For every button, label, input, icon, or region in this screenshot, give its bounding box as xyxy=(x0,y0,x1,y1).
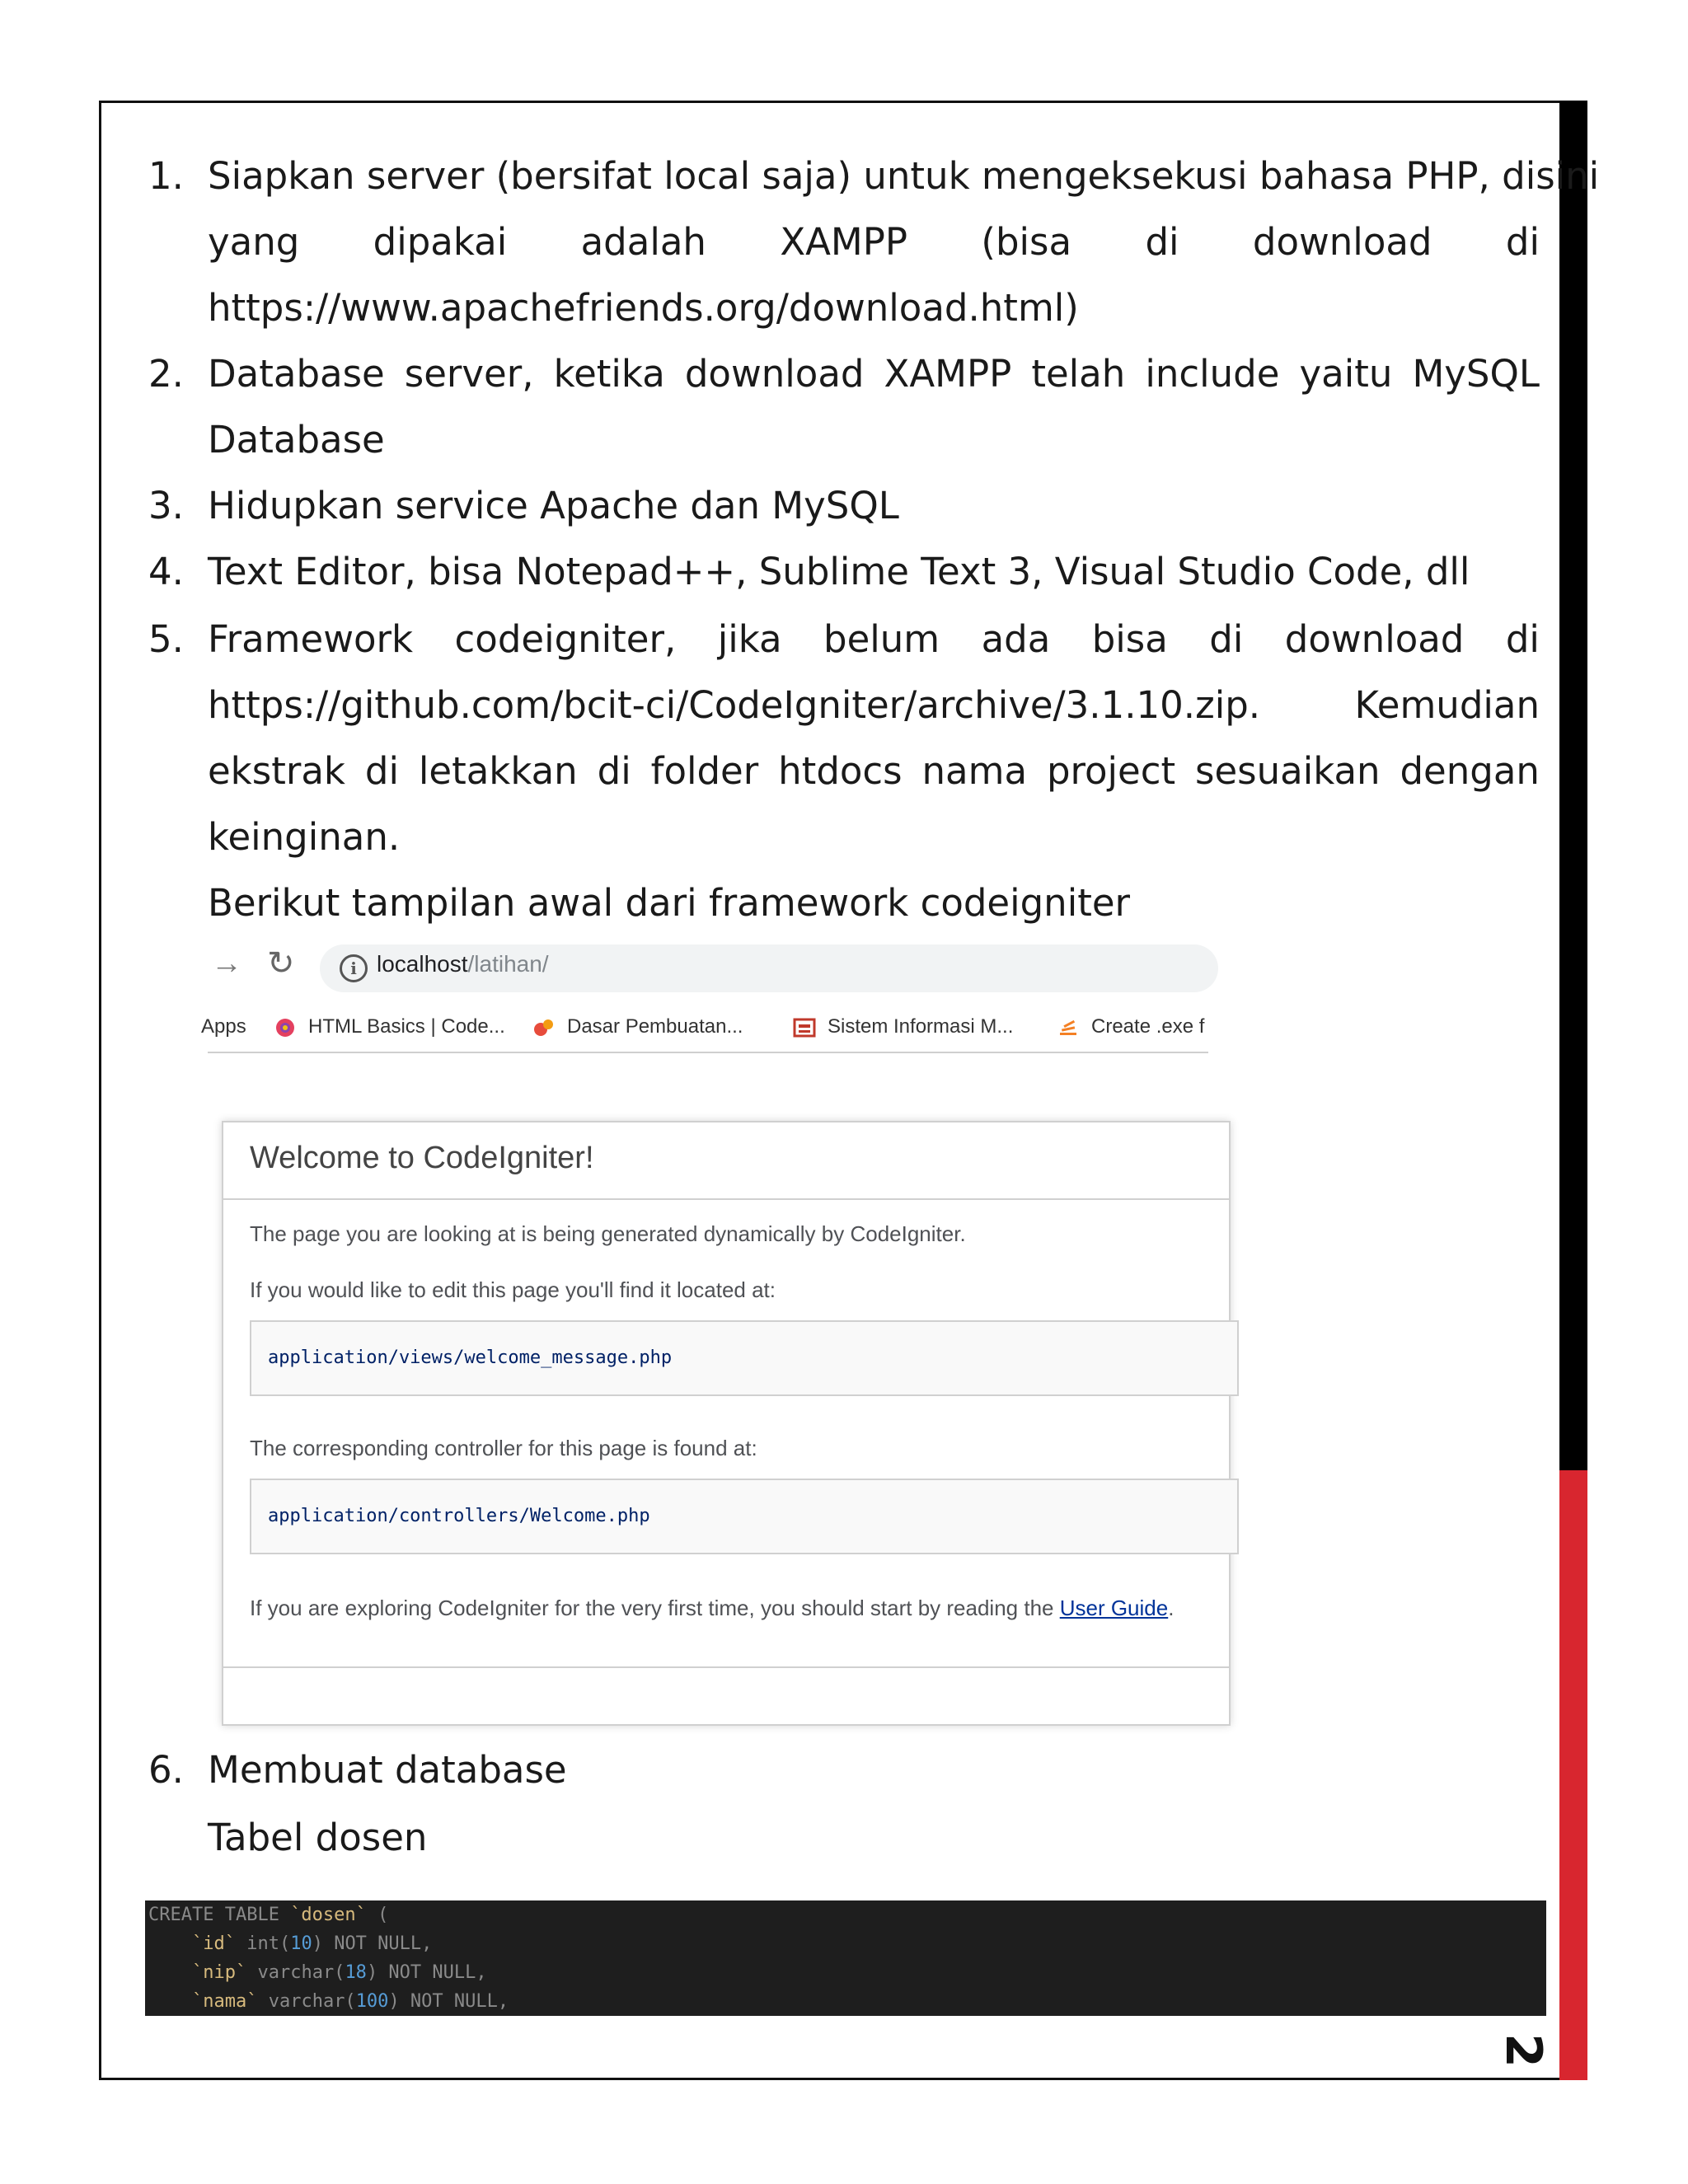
text-word: Database xyxy=(208,352,385,396)
bookmark-html-basics[interactable] xyxy=(274,1015,505,1039)
controller-location-text: The corresponding controller for this page is found at: xyxy=(250,1436,757,1460)
sql-code-block xyxy=(145,1900,1546,2016)
text-line xyxy=(208,341,1540,407)
url-text xyxy=(377,951,549,977)
text-word: server, xyxy=(404,352,534,396)
text-word: ada xyxy=(981,617,1051,661)
welcome-panel xyxy=(222,1121,1231,1726)
code-line xyxy=(148,1958,487,1987)
text-word: di xyxy=(1505,220,1540,264)
text-word: dengan xyxy=(1400,749,1540,793)
item-number: 4. xyxy=(148,550,184,593)
text-word: sesuaikan xyxy=(1195,749,1381,793)
column-constraint: ) NOT NULL, xyxy=(388,1991,509,2012)
colorful-gear-icon xyxy=(274,1016,297,1039)
text-word: nama xyxy=(921,749,1028,793)
text-word: (bisa xyxy=(981,220,1072,264)
text-word: MySQL xyxy=(1412,352,1540,396)
forward-arrow-icon[interactable]: → xyxy=(211,946,242,981)
text-word: di xyxy=(597,749,631,793)
text-line: Text Editor, bisa Notepad++, Sublime Text 3, Visual Studio Code, dll xyxy=(208,550,1470,593)
text-word: jika xyxy=(717,617,782,661)
text-word: project xyxy=(1046,749,1176,793)
column-size: 18 xyxy=(345,1962,367,1983)
browser-address-bar xyxy=(208,940,1208,997)
side-bar-red xyxy=(1559,1470,1587,2080)
text-word: ketika xyxy=(553,352,665,396)
text-word: Siapkan server (bersifat local saja) untuk mengeksekusi bahasa PHP, disini xyxy=(208,154,1600,198)
column-size: 10 xyxy=(290,1933,312,1954)
text-word: folder xyxy=(650,749,759,793)
text-word: XAMPP xyxy=(884,352,1012,396)
text-word: htdocs xyxy=(778,749,903,793)
bookmark-label: HTML Basics | Code... xyxy=(308,1015,505,1038)
text-line xyxy=(208,209,1540,275)
page-number: 2 xyxy=(1494,2033,1552,2068)
user-guide-text xyxy=(250,1596,1174,1621)
view-location-text: If you would like to edit this page you'll find it located at: xyxy=(250,1277,776,1302)
text-word: Kemudian xyxy=(1354,683,1540,727)
text-word: adalah xyxy=(580,220,706,264)
text-line xyxy=(208,607,1540,673)
text-word: include xyxy=(1145,352,1280,396)
column-constraint: ) NOT NULL, xyxy=(312,1933,433,1954)
view-path-code: application/views/welcome_message.php xyxy=(250,1320,1239,1396)
text-word: download xyxy=(1284,617,1465,661)
bookmark-label: Create .exe f xyxy=(1091,1015,1205,1038)
text-word: telah xyxy=(1031,352,1126,396)
column-type: varchar( xyxy=(268,1991,356,2012)
text-word: di xyxy=(1145,220,1179,264)
text-line: Berikut tampilan awal dari framework codeigniter xyxy=(208,881,1131,925)
column-type: int( xyxy=(246,1933,291,1954)
intro-text: The page you are looking at is being generated dynamically by CodeIgniter. xyxy=(250,1221,966,1246)
text-line: Hidupkan service Apache dan MySQL xyxy=(208,484,899,527)
bookmarks-bar xyxy=(201,1005,1208,1053)
text-line: Tabel dosen xyxy=(208,1816,428,1859)
text-word: di xyxy=(364,749,399,793)
guide-prefix: If you are exploring CodeIgniter for the very first time, you should start by reading the xyxy=(250,1596,1060,1620)
text-word: Framework xyxy=(208,617,414,661)
column-name: `nama` xyxy=(191,1991,258,2012)
bookmark-create-exe[interactable] xyxy=(1057,1015,1204,1039)
text-line xyxy=(208,143,1600,209)
download-link[interactable]: https://www.apachefriends.org/download.html) xyxy=(208,286,1079,330)
text-word: download xyxy=(684,352,865,396)
text-word: di xyxy=(1209,617,1244,661)
bookmark-label: Dasar Pembuatan... xyxy=(567,1015,743,1038)
text-line: Membuat database xyxy=(208,1748,567,1792)
column-constraint: ) NOT NULL, xyxy=(366,1962,487,1983)
text-word: XAMPP xyxy=(780,220,908,264)
welcome-title: Welcome to CodeIgniter! xyxy=(250,1141,594,1175)
text-line: keinginan. xyxy=(208,815,401,859)
table-name: `dosen` xyxy=(290,1905,367,1925)
text-word: download xyxy=(1252,220,1432,264)
text-word: yaitu xyxy=(1299,352,1393,396)
site-logo-icon xyxy=(793,1016,816,1039)
text-word: letakkan xyxy=(418,749,578,793)
code-line xyxy=(148,1929,432,1958)
bookmark-apps[interactable]: Apps xyxy=(201,1015,246,1038)
sql-punct: ( xyxy=(366,1905,389,1925)
bookmark-label: Sistem Informasi M... xyxy=(828,1015,1014,1038)
github-link[interactable]: https://github.com/bcit-ci/CodeIgniter/archive/3.1.10.zip. xyxy=(208,683,1261,727)
item-number: 1. xyxy=(148,154,184,198)
column-name: `id` xyxy=(191,1933,236,1954)
user-guide-link[interactable]: User Guide xyxy=(1059,1596,1169,1620)
stack-overflow-icon xyxy=(1057,1016,1080,1039)
url-host: localhost xyxy=(377,951,468,977)
text-word: belum xyxy=(823,617,940,661)
text-word: di xyxy=(1505,617,1540,661)
text-line: Database xyxy=(208,418,385,462)
item-number: 3. xyxy=(148,484,184,527)
text-word: codeigniter, xyxy=(454,617,677,661)
text-line xyxy=(208,738,1540,804)
bookmark-sistem-informasi[interactable] xyxy=(793,1015,1013,1039)
column-type: varchar( xyxy=(257,1962,345,1983)
text-word: ekstrak xyxy=(208,749,345,793)
column-name: `nip` xyxy=(191,1962,247,1983)
codeigniter-screenshot xyxy=(201,940,1208,1722)
text-word: yang xyxy=(208,220,300,264)
item-number: 2. xyxy=(148,352,184,396)
paint-icon xyxy=(532,1016,556,1039)
info-icon[interactable]: i xyxy=(340,954,368,982)
guide-suffix: . xyxy=(1168,1596,1175,1620)
column-size: 100 xyxy=(355,1991,389,2012)
text-line xyxy=(208,673,1540,738)
code-line xyxy=(148,1987,509,2016)
sql-keyword: CREATE TABLE xyxy=(148,1905,291,1925)
item-number: 5. xyxy=(148,617,184,661)
text-word: bisa xyxy=(1091,617,1168,661)
bookmark-dasar-pembuatan[interactable] xyxy=(532,1015,743,1039)
url-path: /latihan/ xyxy=(467,951,549,977)
controller-path-code: application/controllers/Welcome.php xyxy=(250,1479,1239,1554)
item-number: 6. xyxy=(148,1748,184,1792)
reload-icon[interactable]: ↻ xyxy=(267,945,295,982)
side-bar-black xyxy=(1559,101,1587,1470)
divider xyxy=(223,1198,1229,1200)
text-word: dipakai xyxy=(373,220,508,264)
divider xyxy=(223,1666,1229,1668)
code-line xyxy=(148,1900,388,1929)
